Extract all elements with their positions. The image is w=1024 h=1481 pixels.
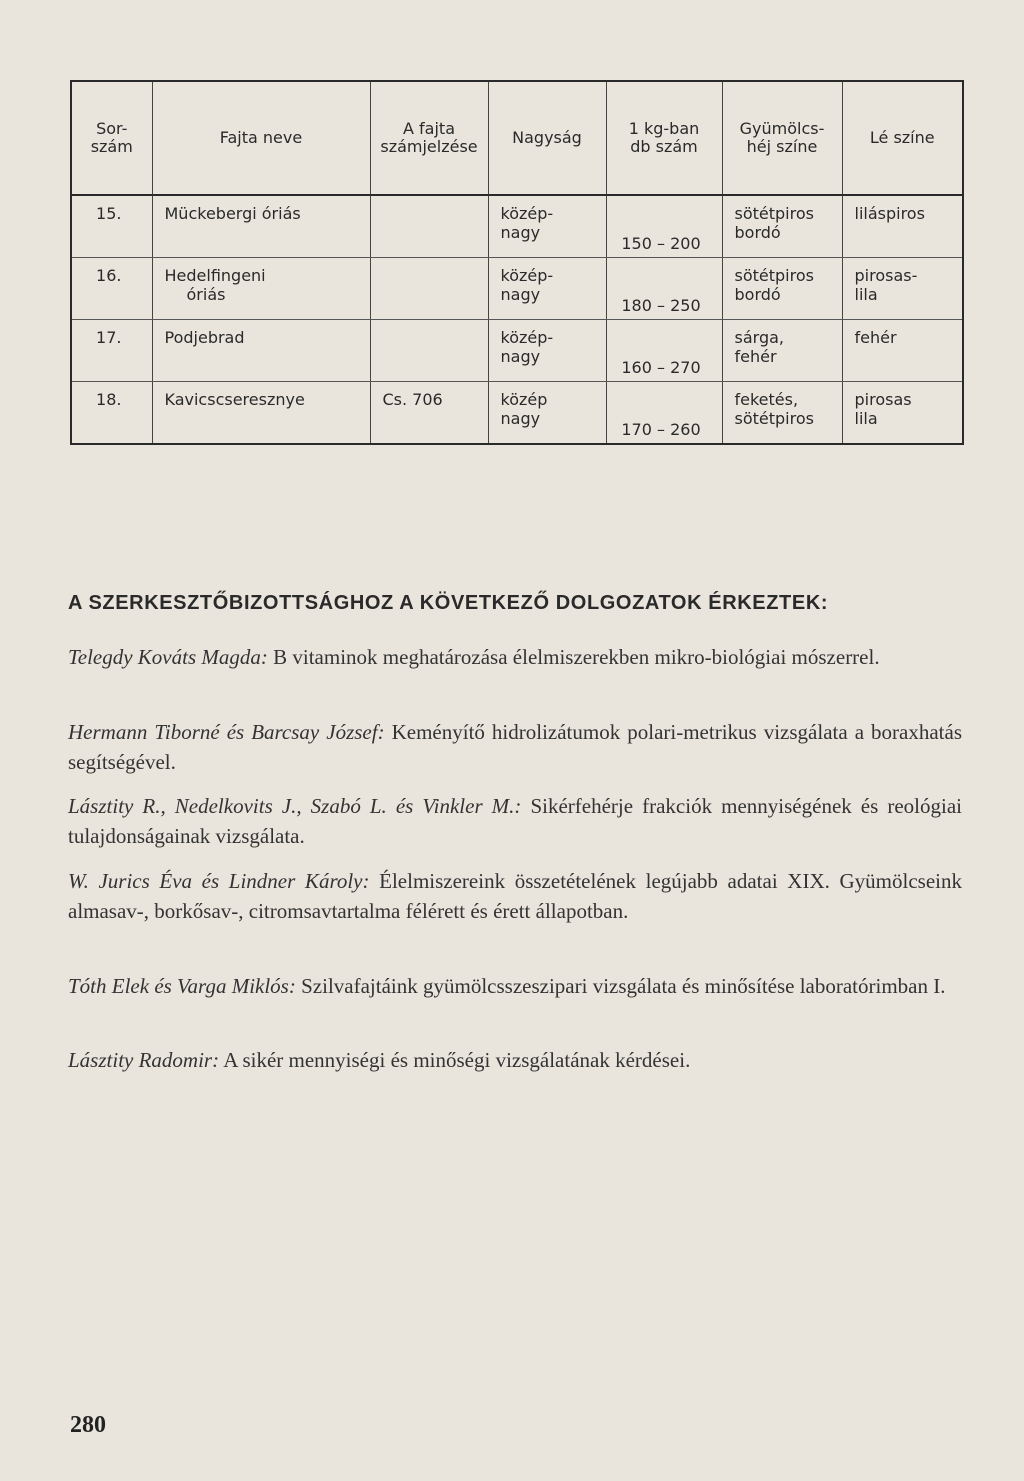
entry-author: W. Jurics Éva és Lindner Károly: [68,869,370,893]
table-header-row [72,82,962,195]
entry-title: Sikérfehérje frakciók mennyiségének és reológiai tulajdonságainak vizsgálata. [68,794,962,848]
section-heading: A SZERKESZTŐBIZOTTSÁGHOZ A KÖVETKEZŐ DOLGOZATOK ÉRKEZTEK: [68,592,829,614]
entry-title: Szilvafajtáink gyümölcsszeszipari vizsgálata és minősítése laboratórimban I. [301,974,946,998]
varieties-table-frame [70,80,964,445]
cell-nagysag: közép- nagy [488,320,606,382]
cell-le: pirosas lila [842,382,962,444]
cell-hej: sötétpiros bordó [722,195,842,258]
cell-sorszam: 17. [72,320,152,382]
entry-title: Keményítő hidrolizátumok polari-metrikus vizsgálata a boraxhatás segítségével. [68,720,962,774]
header-szamjelzes: A fajta számjelzése [370,82,488,195]
submission-entry [68,866,962,926]
cell-szamjelzes [370,320,488,382]
cell-le: fehér [842,320,962,382]
submission-entry [68,717,962,777]
table-row [72,382,962,444]
entry-title: A sikér mennyiségi és minőségi vizsgálatának kérdései. [223,1048,691,1072]
page-number: 280 [70,1412,106,1438]
entry-title: B vitaminok meghatározása élelmiszerekben mikro-biológiai mószerrel. [273,645,880,669]
header-nagysag: Nagyság [488,82,606,195]
header-fajta-neve: Fajta neve [152,82,370,195]
entry-author: Tóth Elek és Varga Miklós: [68,974,296,998]
header-gyumolcshej: Gyümölcs- héj színe [722,82,842,195]
entry-author: Lásztity Radomir: [68,1048,220,1072]
cell-szamjelzes [370,195,488,258]
cell-hej: feketés, sötétpiros [722,382,842,444]
cell-szamjelzes [370,258,488,320]
header-le-szine: Lé színe [842,82,962,195]
cell-nagysag: közép nagy [488,382,606,444]
entry-author: Hermann Tiborné és Barcsay József: [68,720,385,744]
submission-entry [68,791,962,851]
submission-entry [68,642,962,672]
table-row [72,320,962,382]
submission-entry [68,971,962,1001]
entry-title: Élelmiszereink összetételének legújabb adatai XIX. Gyümölcseink almasav-, borkősav-, citromsavtartalma félérett és érett állapotban. [68,869,962,923]
cell-db: 150 – 200 [606,195,722,258]
cell-sorszam: 16. [72,258,152,320]
cell-db: 180 – 250 [606,258,722,320]
entry-author: Lásztity R., Nedelkovits J., Szabó L. és Vinkler M.: [68,794,522,818]
entry-author: Telegdy Kováts Magda: [68,645,268,669]
submission-entry [68,1045,962,1075]
cell-le: liláspiros [842,195,962,258]
header-sorszam: Sor- szám [72,82,152,195]
table-row [72,258,962,320]
cell-db: 170 – 260 [606,382,722,444]
cell-db: 160 – 270 [606,320,722,382]
cell-fajta: Hedelfingeni óriás [152,258,370,320]
table-row [72,195,962,258]
cell-sorszam: 18. [96,390,122,409]
cell-fajta: Mückebergi óriás [152,195,370,258]
cell-fajta: Kavicscseresznye [152,382,370,444]
cell-sorszam: 15. [72,195,152,258]
varieties-table [72,82,962,443]
header-db-szam: 1 kg-ban db szám [606,82,722,195]
cell-szamjelzes: Cs. 706 [370,382,488,444]
cell-nagysag: közép- nagy [488,195,606,258]
cell-nagysag: közép- nagy [488,258,606,320]
cell-hej: sárga, fehér [722,320,842,382]
cell-hej: sötétpiros bordó [722,258,842,320]
cell-fajta: Podjebrad [152,320,370,382]
cell-le: pirosas- lila [842,258,962,320]
